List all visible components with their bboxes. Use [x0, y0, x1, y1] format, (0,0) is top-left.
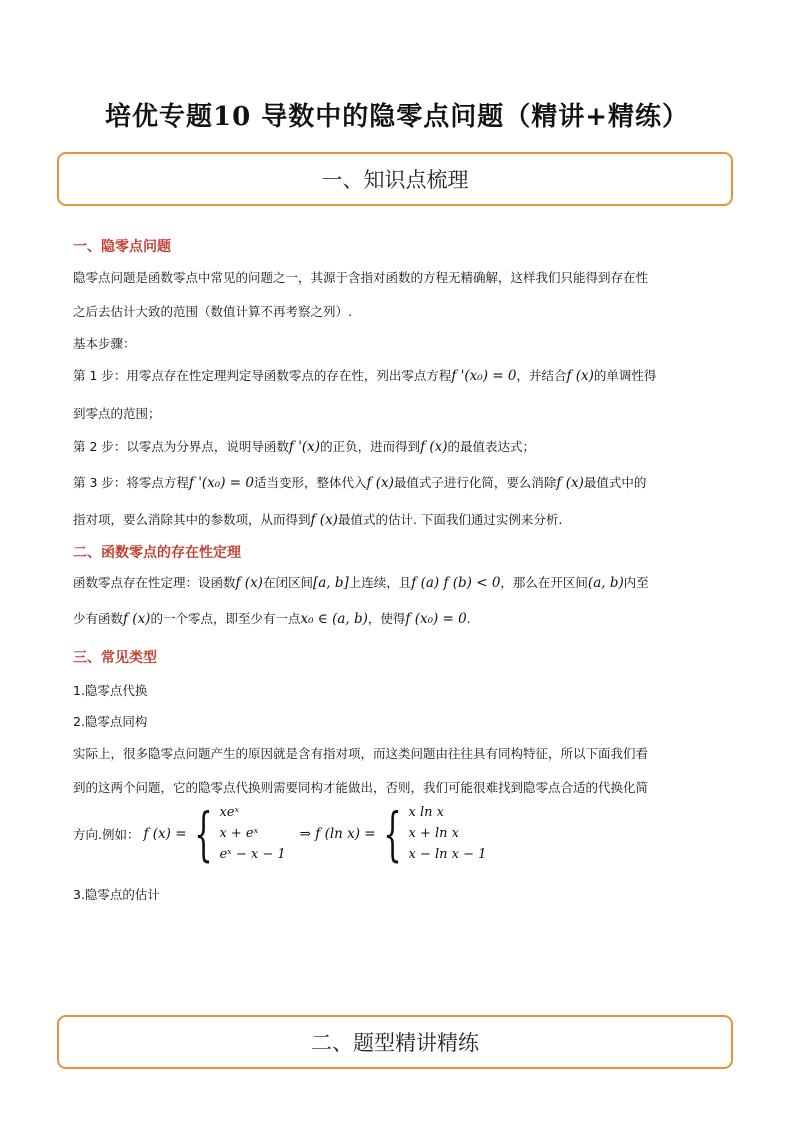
- left-brace: {: [382, 799, 402, 868]
- case-row: xeˣ: [219, 805, 240, 820]
- case-row: x + ln x: [408, 826, 460, 841]
- list-item: 2.隐零点同构: [73, 714, 148, 729]
- formula: f '(x): [288, 439, 321, 455]
- formula: [a, b]: [312, 575, 349, 591]
- formula: (a, b): [587, 575, 624, 591]
- step-1-line: [73, 366, 656, 384]
- case-row: x − ln x − 1: [408, 847, 487, 862]
- paragraph-line: 隐零点问题是函数零点中常见的问题之一，其源于含指对函数的方程无精确解，这样我们只能得到存在性: [73, 270, 649, 285]
- formula: x₀ ∈ (a, b): [300, 611, 368, 627]
- formula: f (x₀) = 0: [405, 611, 467, 627]
- paragraph-line: 实际上，很多隐零点问题产生的原因就是含有指对项，而这类问题由往往具有同构特征，所以下面我们看: [73, 746, 649, 761]
- steps-label: 基本步骤：: [73, 336, 136, 351]
- text: ，并结合: [516, 368, 567, 383]
- heading-existence-theorem: 二、函数零点的存在性定理: [73, 545, 241, 561]
- case-group-2: [376, 799, 487, 868]
- section-banner-practice: 二、题型精讲精练: [57, 1015, 733, 1069]
- text: 第 2 步：以零点为分界点，说明导函数: [73, 439, 289, 454]
- theorem-line-2: [73, 609, 471, 627]
- example-formula: [73, 799, 487, 868]
- cases-list-1: [219, 802, 285, 865]
- text: 适当变形，整体代入: [253, 475, 367, 490]
- formula: f (x): [366, 475, 394, 491]
- text: 少有函数: [73, 611, 124, 626]
- heading-hidden-zero: 一、隐零点问题: [73, 239, 171, 255]
- page-title: 培优专题10 导数中的隐零点问题（精讲+精练）: [104, 102, 690, 132]
- formula: f (x): [566, 368, 594, 384]
- text: 函数零点存在性定理：设函数: [73, 575, 236, 590]
- case-row: eˣ − x − 1: [219, 847, 286, 862]
- formula: f (x): [556, 475, 584, 491]
- case-row: x + eˣ: [219, 826, 259, 841]
- text: 最值式的估计. 下面我们通过实例来分析.: [337, 512, 563, 527]
- text: 第 3 步：将零点方程: [73, 475, 189, 490]
- text: 最值式子进行化简，要么消除: [393, 475, 557, 490]
- paragraph-line: 之后去估计大致的范围（数值计算不再考察之列）.: [73, 304, 352, 319]
- formula: f '(x₀) = 0: [188, 475, 254, 491]
- text: 第 1 步：用零点存在性定理判定导函数零点的存在性，列出零点方程: [73, 368, 452, 383]
- formula-arrow: ⇒ f (ln x) =: [299, 825, 376, 842]
- list-item: 1.隐零点代换: [73, 683, 148, 698]
- step-3-line-2: [73, 510, 562, 528]
- section-banner-knowledge: 一、知识点梳理: [57, 152, 733, 206]
- step-2-line: [73, 437, 535, 455]
- formula: f (x): [420, 439, 448, 455]
- case-row: x ln x: [408, 805, 444, 820]
- case-group-1: [187, 799, 286, 868]
- text: 最值式中的: [583, 475, 647, 490]
- paragraph-line: 到零点的范围；: [73, 406, 161, 421]
- text: .: [466, 611, 471, 626]
- text: ，那么在开区间: [500, 575, 588, 590]
- list-item: 3.隐零点的估计: [73, 887, 160, 902]
- text: 的单调性得: [593, 368, 657, 383]
- text: 的一个零点，即至少有一点: [150, 611, 301, 626]
- text: 指对项，要么消除其中的参数项，从而得到: [73, 512, 311, 527]
- example-label: 方向.例如：: [73, 826, 140, 842]
- formula: f (x): [310, 512, 338, 528]
- left-brace: {: [193, 799, 213, 868]
- cases-list-2: [409, 802, 487, 865]
- text: 的正负，进而得到: [320, 439, 421, 454]
- step-3-line: [73, 473, 646, 491]
- formula: f (x): [123, 611, 151, 627]
- formula: f '(x₀) = 0: [451, 368, 517, 384]
- paragraph-line: 到的这两个问题，它的隐零点代换则需要同构才能做出，否则，我们可能很难找到隐零点合适的代换化简: [73, 780, 649, 795]
- formula-lhs: f (x) =: [143, 825, 187, 842]
- theorem-line-1: [73, 573, 649, 591]
- text: 在闭区间: [262, 575, 313, 590]
- heading-common-types: 三、常见类型: [73, 650, 157, 666]
- formula: f (a) f (b) < 0: [411, 575, 501, 591]
- formula: f (x): [235, 575, 263, 591]
- text: 上连续，且: [348, 575, 412, 590]
- text: 内至: [623, 575, 649, 590]
- text: 的最值表达式；: [447, 439, 536, 454]
- text: ，使得: [367, 611, 406, 626]
